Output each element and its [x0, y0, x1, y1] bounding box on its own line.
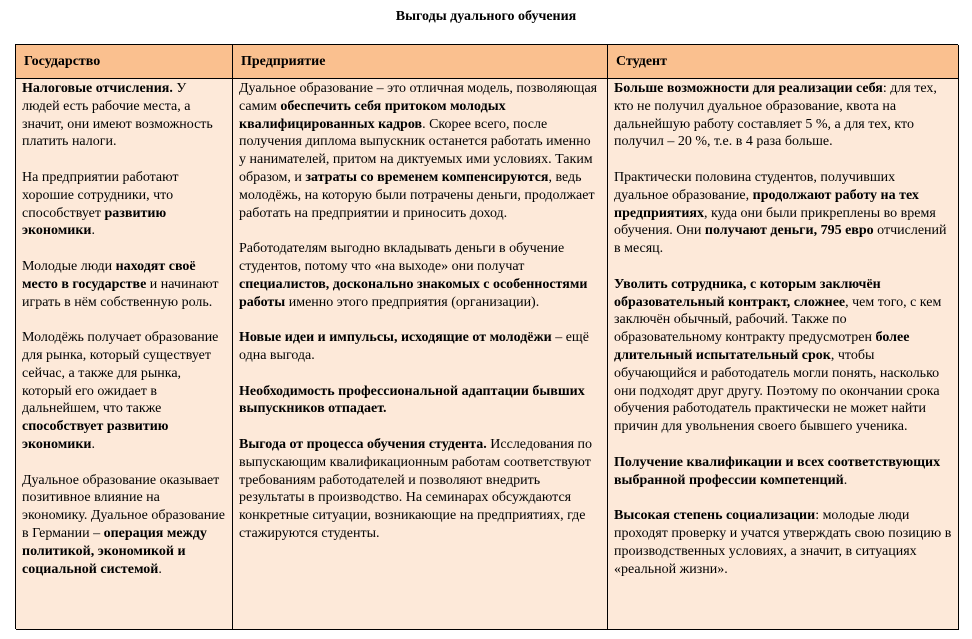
state-paragraph — [22, 169, 226, 240]
enterprise-paragraph — [239, 383, 601, 419]
bold-text: способствует развитию экономики — [22, 419, 169, 452]
student-paragraph — [614, 276, 952, 436]
bold-text: Необходимость профессиональной адаптации бывших выпускников отпадает. — [239, 383, 585, 417]
text: Дуальное образование оказывает позитивное влияние на экономику. Дуальное образование в Германии – — [22, 472, 225, 541]
state-paragraph — [22, 258, 226, 311]
benefits-table — [15, 44, 958, 629]
enterprise-paragraph — [239, 436, 601, 543]
state-paragraph — [22, 329, 226, 454]
text: именно этого предприятия (организации). — [285, 294, 540, 310]
enterprise-paragraph — [239, 240, 601, 311]
text: У людей есть рабочие места, а значит, они имеют возможность платить налоги. — [22, 81, 213, 150]
student-paragraph — [614, 507, 952, 578]
state-paragraph — [22, 472, 226, 579]
text: . — [91, 436, 95, 452]
bold-text: Больше возможности для реализации себя — [614, 81, 883, 96]
header-student: Студент — [608, 45, 959, 79]
table-body-row — [16, 79, 958, 630]
text: . — [91, 223, 95, 239]
text: : для тех, кто не получил дуальное образование, квота на дальнейшую работу составляет 5 %, а для тех, кто получил – 20 %, т.е. в 4 раза больше. — [614, 81, 937, 150]
text: Молодёжь получает образование для рынка, который существует сейчас, а также для рынка, который его ожидает в дальнейшем, что также — [22, 330, 219, 417]
header-enterprise: Предприятие — [233, 45, 608, 79]
page-title: Выгоды дуального обучения — [395, 9, 577, 24]
text: Молодые люди — [22, 258, 116, 274]
text: : молодые люди проходят проверку и учатся утверждать свою позицию в производственных условиях, а значит, в ситуациях «реальной жизни». — [614, 508, 952, 577]
state-paragraph — [22, 80, 226, 151]
table-header-row — [16, 45, 958, 79]
bold-text: Высокая степень социализации — [614, 508, 816, 524]
text: , куда они были прикреплены во время обучения. Они — [614, 205, 936, 239]
bold-text: Получение квалификации и всех соответствующих выбранной профессии компетенций — [614, 454, 941, 488]
enterprise-paragraph — [239, 329, 601, 365]
student-paragraph — [614, 454, 952, 490]
text: , чем того, с кем заключён обычный, рабочий. Также по образовательному контракту предусмотрен — [614, 294, 942, 346]
text: Работодателям выгодно вкладывать деньги в обучение студентов, потому что «на выходе» они получат — [239, 241, 565, 274]
text: Исследования по выпускающим квалификационным работам соответствуют требованиям работодателей и позволяют внедрить результаты в производство. На семинарах обсуждаются конкретные ситуации, возникающие на предприятиях, где стажируются студенты. — [239, 436, 593, 541]
bold-text: находят своё место в государстве — [22, 258, 196, 292]
bold-text: получают деньги, 795 евро — [704, 223, 874, 239]
student-paragraph — [614, 80, 952, 151]
text: . Скорее всего, после получения диплома выпускник останется работать именно у нанимателей, притом на диктуемых ими условиях. Таким образом, и — [239, 116, 593, 185]
student-paragraph — [614, 169, 952, 258]
text: отчислений в месяц. — [614, 223, 947, 257]
bold-text: затраты со временем компенсируются — [305, 169, 549, 185]
text: , ведь молодёжь, на которую были потрачены деньги, продолжает работать на предприятии и приносить доход. — [239, 169, 595, 221]
bold-text: более длительный испытательный срок — [614, 330, 910, 363]
bold-text: специалистов, досконально знакомых с особенностями работы — [239, 276, 588, 310]
bold-text: продолжают работу на тех предприятиях — [614, 187, 919, 221]
bold-text: Выгода от процесса обучения студента. — [239, 436, 487, 452]
bold-text: обеспечить себя притоком молодых квалифицированных кадров — [239, 98, 506, 132]
text: На предприятии работают хорошие сотрудники, что способствует — [22, 169, 179, 221]
text: Дуальное образование – это отличная модель, позволяющая самим — [239, 81, 598, 114]
state-cell — [16, 79, 233, 630]
bold-text: Новые идеи и импульсы, исходящие от молодёжи — [239, 330, 552, 346]
text: Практически половина студентов, получивших дуальное образование, — [614, 169, 896, 203]
bold-text: операция между политикой, экономикой и социальной системой — [22, 525, 207, 577]
text: , чтобы обучающийся и работодатель могли понять, насколько они подходят друг другу. Поэтому по окончании срока обучения работодатель практически не может найти причин для увольнения своего бывшего ученика. — [614, 347, 940, 435]
text: – ещё одна выгода. — [239, 330, 589, 363]
bold-text: развитию экономики — [22, 205, 167, 239]
bold-text: Уволить сотрудника, с которым заключён образовательный контракт, сложнее — [614, 276, 881, 310]
text: . — [158, 561, 162, 577]
text: . — [843, 472, 848, 488]
student-cell — [608, 79, 959, 630]
enterprise-paragraph — [239, 80, 601, 222]
header-state: Государство — [16, 45, 233, 79]
enterprise-cell — [233, 79, 608, 630]
bold-text: Налоговые отчисления. — [22, 81, 173, 96]
text: и начинают играть в нём собственную роль. — [22, 276, 219, 310]
